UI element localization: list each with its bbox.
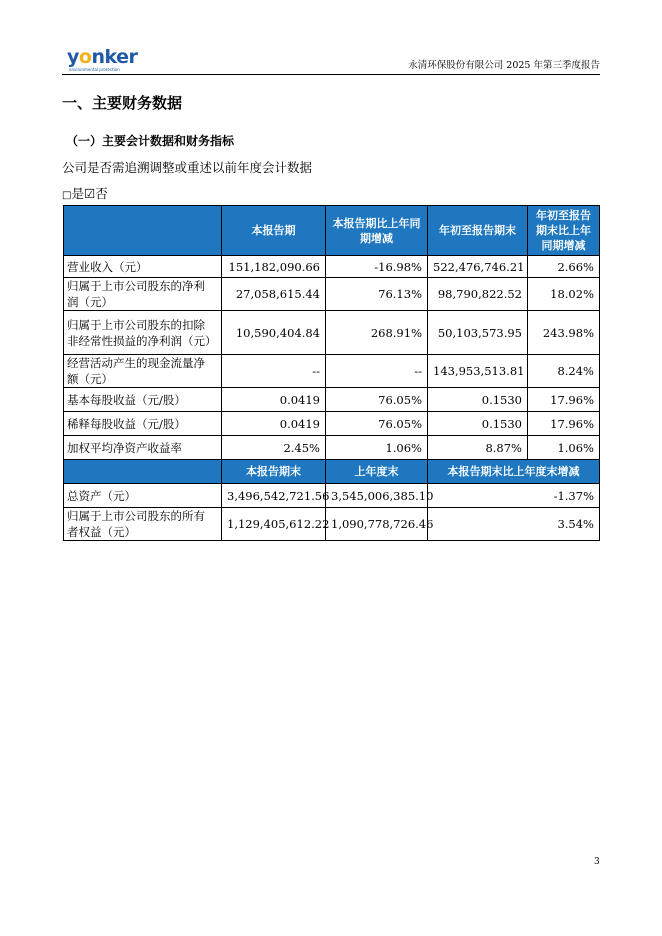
table-header-cell: 年初至报告期末 [428,206,528,256]
logo-letter-o: o [78,46,92,68]
table-cell: 143,953,513.81 [428,355,528,388]
logo-letters-nker: nker [91,46,138,68]
table-cell: 243.98% [528,311,600,355]
page-header [62,40,600,75]
yes-label: 是 [71,186,84,201]
table-cell: 27,058,615.44 [222,278,326,311]
no-label: 否 [95,186,108,201]
table-row [64,436,600,460]
table-cell: 1.06% [326,436,428,460]
restatement-answer [62,184,108,202]
table-cell: 1,090,778,726.46 [326,508,428,541]
row-label: 归属于上市公司股东的所有者权益（元） [64,508,222,541]
table-cell: 8.24% [528,355,600,388]
table-cell: 0.0419 [222,388,326,412]
table-cell: 50,103,573.95 [428,311,528,355]
table-cell: 76.13% [326,278,428,311]
table-cell: 17.96% [528,388,600,412]
subsection-title: （一）主要会计数据和财务指标 [66,134,235,148]
table-cell: 76.05% [326,412,428,436]
row-label: 稀释每股收益（元/股） [64,412,222,436]
table-header-cell: 本报告期末 [222,460,326,484]
row-label: 经营活动产生的现金流量净额（元） [64,355,222,388]
table-cell: 10,590,404.84 [222,311,326,355]
table-cell: 98,790,822.52 [428,278,528,311]
table-row [64,278,600,311]
table-cell: 1,129,405,612.22 [222,508,326,541]
table-header-cell: 本报告期 [222,206,326,256]
row-label: 归属于上市公司股东的扣除非经常性损益的净利润（元） [64,311,222,355]
table-cell: 1.06% [528,436,600,460]
table-cell: 17.96% [528,412,600,436]
table-cell: 268.91% [326,311,428,355]
table-row [64,484,600,508]
table-header-cell [64,460,222,484]
section-title: 一、主要财务数据 [62,94,183,112]
page-number: 3 [594,857,600,867]
table-cell: 0.1530 [428,412,528,436]
report-title: 永清环保股份有限公司 2025 年第三季度报告 [408,60,600,71]
row-label: 营业收入（元） [64,256,222,278]
table-cell: 522,476,746.21 [428,256,528,278]
table-cell: 76.05% [326,388,428,412]
table-subheader-row [64,460,600,484]
table-header-cell [64,206,222,256]
table-row [64,311,600,355]
table-cell: 0.0419 [222,412,326,436]
table-row [64,355,600,388]
financial-data-table [63,205,600,541]
logo-letter-y: y [67,46,79,68]
table-header-cell: 上年度末 [326,460,428,484]
no-checkbox-checked: ☑ [83,186,96,201]
table-row [64,508,600,541]
table-header-row [64,206,600,256]
table-cell: -1.37% [428,484,600,508]
table-header-cell: 本报告期比上年同期增减 [326,206,428,256]
table-row [64,256,600,278]
yes-checkbox: □ [62,190,72,201]
table-cell: 3.54% [428,508,600,541]
table-cell: -16.98% [326,256,428,278]
table-row [64,412,600,436]
table-cell: 2.45% [222,436,326,460]
restatement-question: 公司是否需追溯调整或重述以前年度会计数据 [62,160,313,175]
table-header-cell: 年初至报告期末比上年同期增减 [528,206,600,256]
company-logo [67,46,137,68]
logo-tagline: environmental protection [69,67,120,72]
table-row [64,388,600,412]
row-label: 归属于上市公司股东的净利润（元） [64,278,222,311]
table-cell: 8.87% [428,436,528,460]
row-label: 加权平均净资产收益率 [64,436,222,460]
table-cell: -- [222,355,326,388]
table-cell: 151,182,090.66 [222,256,326,278]
row-label: 总资产（元） [64,484,222,508]
row-label: 基本每股收益（元/股） [64,388,222,412]
table-cell: -- [326,355,428,388]
table-cell: 2.66% [528,256,600,278]
table-cell: 18.02% [528,278,600,311]
table-header-cell: 本报告期末比上年度末增减 [428,460,600,484]
table-cell: 3,545,006,385.10 [326,484,428,508]
table-cell: 3,496,542,721.56 [222,484,326,508]
table-cell: 0.1530 [428,388,528,412]
